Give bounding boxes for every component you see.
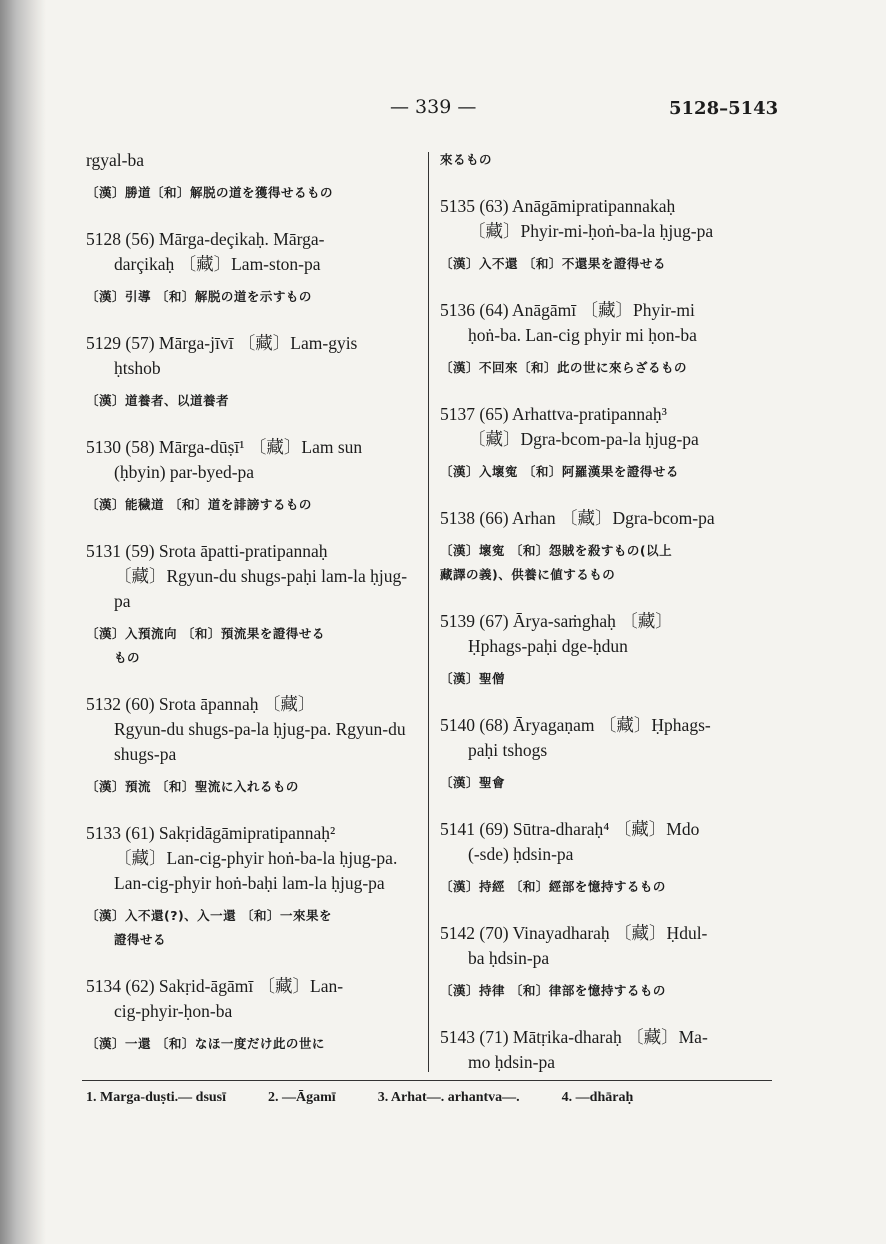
gloss: 來るもの <box>440 152 493 167</box>
entry-continuation <box>86 148 422 205</box>
gloss: 〔漢〕引導 〔和〕解脱の道を示すもの <box>86 289 312 304</box>
entry-cont: ḥtshob <box>114 358 161 378</box>
gloss: 〔漢〕聖會 <box>440 775 506 790</box>
entry-cont: Rgyun-du shugs-pa-la ḥjug-pa. Rgyun-du shugs-pa <box>114 719 406 764</box>
entry-cont: 〔藏〕Lan-cig-phyir hoṅ-ba-la ḥjug-pa. Lan-cig-phyir hoṅ-baḥi lam-la ḥjug-pa <box>114 848 398 893</box>
entry-cont: (-sde) ḥdsin-pa <box>468 844 574 864</box>
gloss-line: 〔漢〕入預流向 〔和〕預流果を證得せる <box>86 626 325 641</box>
entry-cont: mo ḥdsin-pa <box>468 1052 556 1072</box>
entry-5139 <box>440 609 776 691</box>
footnote-2: 2. —Āgamī <box>268 1090 336 1105</box>
gloss <box>86 904 422 952</box>
entry-cont: cig-phyir-ḥon-ba <box>114 1001 233 1021</box>
entry-head: 5128 (56) Mārga-deçikaḥ. Mārga- <box>86 229 325 249</box>
entry-5142 <box>440 921 776 1003</box>
entry-5129 <box>86 331 422 413</box>
entry-head: 5133 (61) Sakṛidāgāmipratipannaḥ² <box>86 823 336 843</box>
entry-cont: Ḥphags-paḥi dge-ḥdun <box>468 636 628 656</box>
entry-head: 5131 (59) Srota āpatti-pratipannaḥ <box>86 541 328 561</box>
footnote-rule <box>82 1080 772 1081</box>
entry-head: 5130 (58) Mārga-dūṣī¹ 〔藏〕Lam sun <box>86 437 363 457</box>
entry-head: 5142 (70) Vinayadharaḥ 〔藏〕Ḥdul- <box>440 923 708 943</box>
gloss-line: 〔漢〕壞寃 〔和〕怨賊を殺すもの(以上 <box>440 543 673 558</box>
entry-5131 <box>86 539 422 670</box>
entry-cont: (ḥbyin) par-byed-pa <box>114 462 255 482</box>
entry-cont: 〔藏〕Phyir-mi-ḥoṅ-ba-la ḥjug-pa <box>468 221 714 241</box>
gloss <box>86 622 422 670</box>
gloss-line-2: もの <box>114 650 141 665</box>
entry-5137 <box>440 402 776 484</box>
gloss: 〔漢〕入不還 〔和〕不還果を證得せる <box>440 256 666 271</box>
entry-head: 5139 (67) Ārya-saṁghaḥ 〔藏〕 <box>440 611 673 631</box>
gloss: 〔漢〕持律 〔和〕律部を憶持するもの <box>440 983 666 998</box>
entry-cont: 〔藏〕Dgra-bcom-pa-la ḥjug-pa <box>468 429 699 449</box>
continued-text: rgyal-ba <box>86 150 144 170</box>
entry-head: 5134 (62) Sakṛid-āgāmī 〔藏〕Lan- <box>86 976 344 996</box>
entry-5140 <box>440 713 776 795</box>
gloss: 〔漢〕聖僧 <box>440 671 506 686</box>
entry-5135 <box>440 194 776 276</box>
entry-head: 5140 (68) Āryagaṇam 〔藏〕Ḥphags- <box>440 715 711 735</box>
entry-head: 5132 (60) Srota āpannaḥ 〔藏〕 <box>86 694 316 714</box>
gloss: 〔漢〕預流 〔和〕聖流に入れるもの <box>86 779 299 794</box>
gloss-line: 〔漢〕入不還(?)、入一還 〔和〕一來果を <box>86 908 333 923</box>
entry-5132 <box>86 692 422 799</box>
entry-range: 5128–5143 <box>669 98 779 119</box>
entry-head: 5138 (66) Arhan 〔藏〕Dgra-bcom-pa <box>440 508 715 528</box>
entry-5143 <box>440 1025 776 1075</box>
left-column <box>86 148 422 1078</box>
footnote-4: 4. —dhāraḥ <box>561 1090 634 1105</box>
footnote-3: 3. Arhat—. arhantva—. <box>377 1090 520 1105</box>
footnotes <box>86 1090 776 1106</box>
gloss: 〔漢〕一還 〔和〕なほ一度だけ此の世に <box>86 1036 325 1051</box>
entry-head: 5135 (63) Anāgāmipratipannakaḥ <box>440 196 676 216</box>
entry-cont: paḥi tshogs <box>468 740 548 760</box>
entry-5141 <box>440 817 776 899</box>
entry-5130 <box>86 435 422 517</box>
entry-5133 <box>86 821 422 952</box>
gloss: 〔漢〕入壞寃 〔和〕阿羅漢果を證得せる <box>440 464 679 479</box>
entry-5136 <box>440 298 776 380</box>
entry-cont: 〔藏〕Rgyun-du shugs-paḥi lam-la ḥjug-pa <box>114 566 408 611</box>
page-number: — 339 — <box>390 96 477 118</box>
gloss <box>440 539 776 587</box>
entry-head: 5141 (69) Sūtra-dharaḥ⁴ 〔藏〕Mdo <box>440 819 700 839</box>
page-edge-shadow <box>0 0 46 1244</box>
right-column <box>440 148 776 1097</box>
footnote-1: 1. Marga-duṣti.— dsusī <box>86 1090 227 1105</box>
gloss-line-2: 藏譯の義)、供養に値するもの <box>440 567 616 582</box>
entry-head: 5129 (57) Mārga-jīvī 〔藏〕Lam-gyis <box>86 333 358 353</box>
gloss: 〔漢〕持經 〔和〕經部を憶持するもの <box>440 879 666 894</box>
entry-head: 5137 (65) Arhattva-pratipannaḥ³ <box>440 404 667 424</box>
entry-5128 <box>86 227 422 309</box>
entry-head: 5136 (64) Anāgāmī 〔藏〕Phyir-mi <box>440 300 695 320</box>
entry-continuation <box>440 148 776 172</box>
column-divider <box>428 152 429 1072</box>
gloss: 〔漢〕勝道〔和〕解脱の道を獲得せるもの <box>86 185 334 200</box>
gloss: 〔漢〕道養者、以道養者 <box>86 393 230 408</box>
entry-cont: ḥoṅ-ba. Lan-cig phyir mi ḥon-ba <box>468 325 697 345</box>
gloss: 〔漢〕不回來〔和〕此の世に來らざるもの <box>440 360 688 375</box>
entry-5138 <box>440 506 776 587</box>
gloss: 〔漢〕能穢道 〔和〕道を誹謗するもの <box>86 497 312 512</box>
entry-head: 5143 (71) Mātṛika-dharaḥ 〔藏〕Ma- <box>440 1027 708 1047</box>
gloss-line-2: 證得せる <box>114 932 167 947</box>
entry-cont: ba ḥdsin-pa <box>468 948 550 968</box>
entry-cont: darçikaḥ 〔藏〕Lam-ston-pa <box>114 254 321 274</box>
entry-5134 <box>86 974 422 1056</box>
